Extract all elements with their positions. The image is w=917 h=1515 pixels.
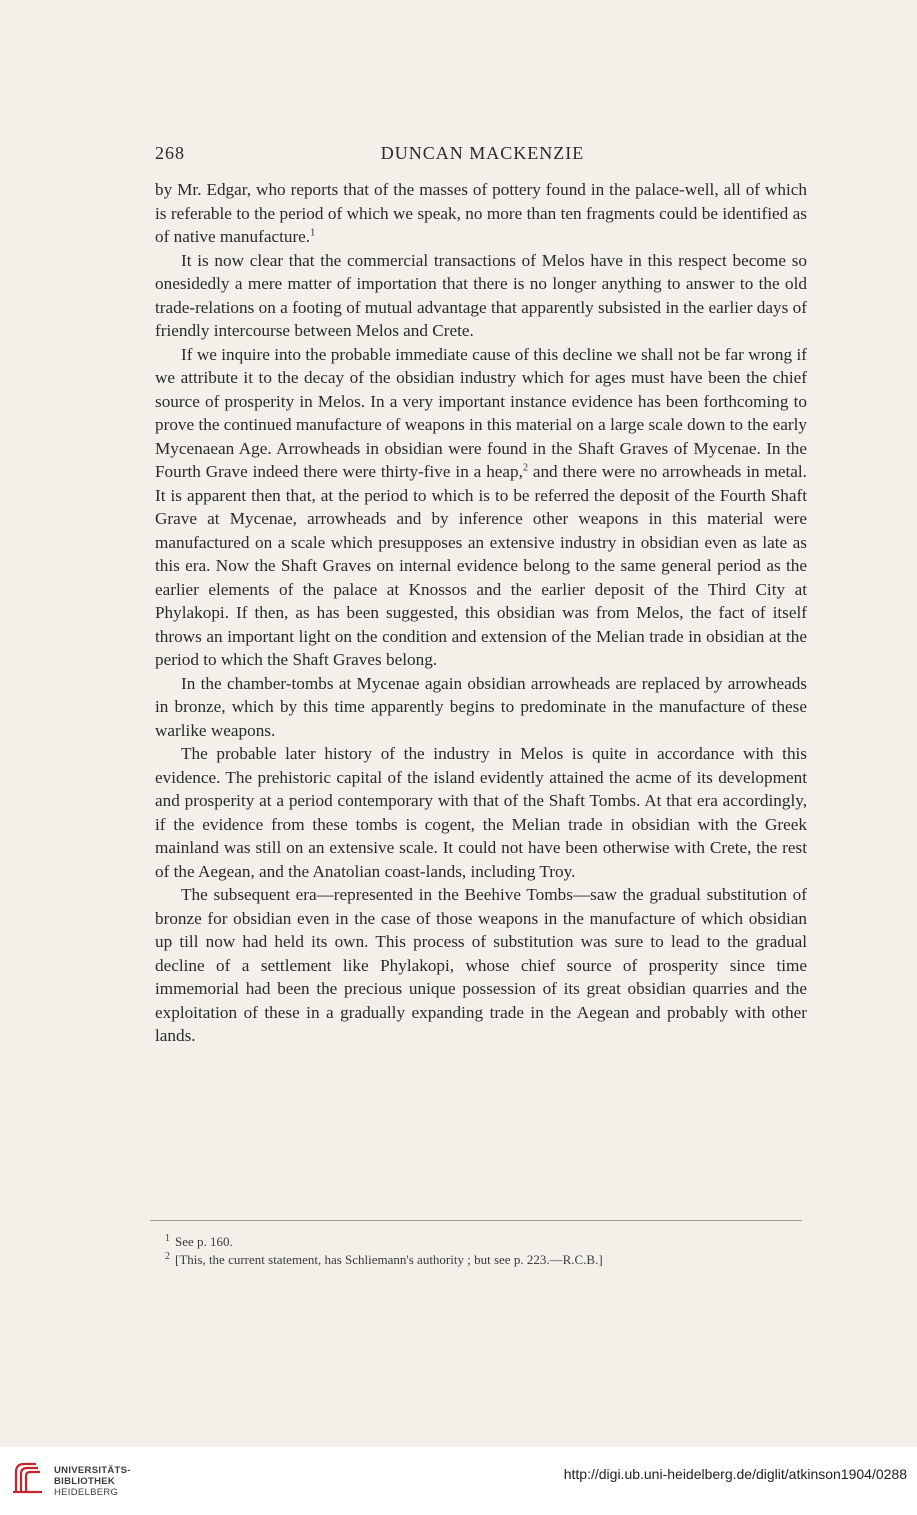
paragraph: The subsequent era—represented in the Beehive Tombs—saw the gradual substitution of bronze for obsidian even in the case of those weapons in the manufacture of which obsidian up till now had held its own. This process of substitution was sure to lead to the gradual decline of a settlement like Phylakopi, whose chief source of prosperity since time immemorial had been the precious unique possession of its great obsidian quarries and the exploitation of these in a gradually expanding trade in the Aegean and probably with other lands. — [155, 885, 807, 1045]
library-name — [54, 1465, 131, 1498]
paragraph: The probable later history of the industry in Melos is quite in accordance with this evidence. The prehistoric capital of the island evidently attained the acme of its development and prosperity at a period contemporary with that of the Shaft Tombs. At that era accordingly, if the evidence from these tombs is cogent, the Melian trade in obsidian with the Greek mainland was still on an extensive scale. It could not have been otherwise with Crete, the rest of the Aegean, and the Anatolian coast-lands, including Troy. — [155, 744, 807, 881]
footnote: 2 [This, the current statement, has Schliemann's authority ; but see p. 223.—R.C.B.] — [165, 1251, 603, 1267]
paragraph: It is now clear that the commercial transactions of Melos have in this respect become so onesidedly a mere matter of importation that there is no longer anything to answer to the old trade-relations on a footing of mutual advantage that apparently subsisted in the earlier days of friendly intercourse between Melos and Crete. — [155, 250, 807, 340]
footnote-divider — [150, 1220, 802, 1221]
library-name-line: BIBLIOTHEK — [54, 1476, 116, 1487]
footnote-text: See p. 160. — [175, 1234, 233, 1249]
paragraph — [155, 343, 807, 672]
source-url[interactable]: http://digi.ub.uni-heidelberg.de/diglit/atkinson1904/0288 — [563, 1466, 907, 1482]
running-title: DUNCAN MACKENZIE — [380, 143, 585, 163]
footnote-ref: 1 — [310, 227, 316, 239]
footnote-text: [This, the current statement, has Schliemann's authority ; but see p. 223.—R.C.B.] — [175, 1252, 603, 1267]
library-name-line: UNIVERSITÄTS- — [54, 1465, 131, 1476]
paragraph-text: and there were no arrowheads in metal. It is apparent then that, at the period to which is to be referred the deposit of the Fourth Shaft Grave at Mycenae, arrowheads and by inference other weapons in this material were manufactured on a scale which presupposes an extensive industry in obsidian even as late as this era. Now the Shaft Graves on internal evidence belong to the same general period as the earlier elements of the palace at Knossos and the earlier deposit of the Third City at Phylakopi. If then, as has been suggested, this obsidian was from Melos, the fact of itself throws an important light on the condition and extension of the Melian trade in obsidian at the period to which the Shaft Graves belong. — [155, 462, 807, 669]
paragraph-text: by Mr. Edgar, who reports that of the masses of pottery found in the palace-well, all of which is referable to the period of which we speak, no more than ten fragments could be identified as of native manufacture. — [155, 180, 807, 246]
library-name-line: HEIDELBERG — [54, 1487, 119, 1498]
page-number: 268 — [155, 143, 185, 163]
paragraph — [155, 178, 807, 249]
footnotes — [155, 1233, 807, 1269]
paragraph-text: If we inquire into the probable immediate cause of this decline we shall not be far wrong if we attribute it to the decay of the obsidian industry which for ages must have been the chief source of prosperity in Melos. In a very important instance evidence has been forthcoming to prove the continued manufacture of weapons in this material on a large scale down to the early Mycenaean Age. Arrowheads in obsidian were found in the Shaft Graves of Mycenae. In the Fourth Grave indeed there were thirty-five in a heap, — [155, 344, 807, 481]
footnote: 1 See p. 160. — [165, 1233, 233, 1249]
paragraph: In the chamber-tombs at Mycenae again obsidian arrowheads are replaced by arrowheads in bronze, which by this time apparently begins to predominate in the manufacture of these warlike weapons. — [155, 673, 807, 740]
library-logo-icon — [8, 1458, 48, 1498]
body-text — [155, 178, 807, 1048]
footnote-ref: 2 — [522, 462, 528, 474]
page-header — [155, 143, 810, 173]
